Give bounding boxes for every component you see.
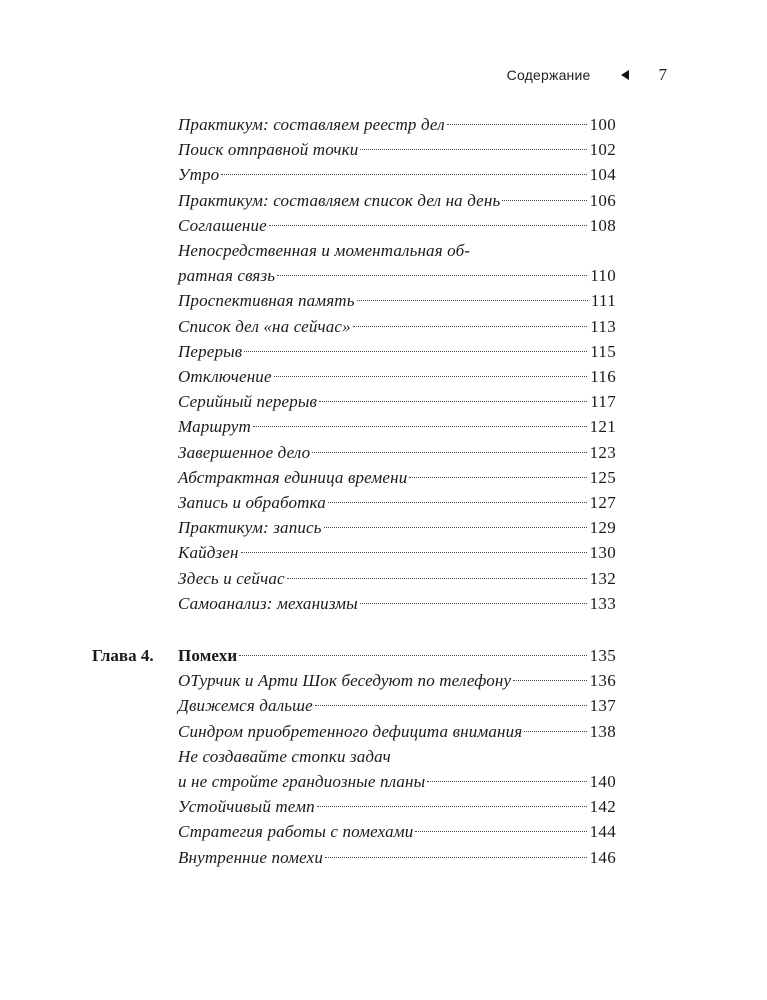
toc-entry[interactable] xyxy=(178,238,616,288)
toc-entry[interactable] xyxy=(178,465,616,490)
toc-entry-page: 102 xyxy=(589,140,616,160)
dot-leader xyxy=(502,200,586,201)
dot-leader xyxy=(427,781,586,782)
dot-leader xyxy=(241,552,587,553)
dot-leader xyxy=(360,603,587,604)
dot-leader xyxy=(353,326,587,327)
dot-leader xyxy=(253,426,587,427)
toc-entry-title: Практикум: запись xyxy=(178,518,322,538)
toc-entry-title: Помехи xyxy=(178,646,238,665)
toc-entry-page: 121 xyxy=(589,417,616,437)
toc-entry[interactable] xyxy=(178,314,616,339)
triangle-left-icon xyxy=(621,70,629,80)
toc-entry[interactable] xyxy=(178,188,616,213)
dot-leader xyxy=(221,174,586,175)
toc-entry[interactable] xyxy=(178,643,616,668)
toc-entry-title: Движемся дальше xyxy=(178,696,313,716)
dot-leader xyxy=(319,401,587,402)
toc-entry-page: 104 xyxy=(589,165,616,185)
toc-entry[interactable] xyxy=(178,693,616,718)
dot-leader xyxy=(239,655,586,656)
toc-entry[interactable] xyxy=(178,540,616,565)
toc-entry-page: 138 xyxy=(589,721,616,741)
toc-entry[interactable] xyxy=(178,414,616,439)
dot-leader xyxy=(317,806,587,807)
toc-entry-page: 144 xyxy=(589,822,616,842)
toc-entry-page: 130 xyxy=(589,543,616,563)
toc-entry-title: Практикум: составляем реестр дел xyxy=(178,115,445,134)
toc-entry[interactable] xyxy=(178,668,616,693)
toc-entry-page: 123 xyxy=(589,442,616,462)
chapter-label: Глава 4. xyxy=(92,646,154,665)
toc-entry-title: Маршрут xyxy=(178,417,251,437)
toc-entry-page: 129 xyxy=(589,518,616,538)
toc-entry-title: Кайдзен xyxy=(178,543,239,563)
toc-entry-title: Утро xyxy=(178,165,220,185)
toc-entry-title: Самоанализ: механизмы xyxy=(178,593,358,613)
dot-leader xyxy=(524,731,586,732)
page-number: 7 xyxy=(658,65,667,84)
toc-entry[interactable] xyxy=(178,213,616,238)
toc-entry[interactable] xyxy=(178,112,616,137)
toc-entry-title-line1: Не создавайте стопки задач xyxy=(178,746,391,766)
dot-leader xyxy=(447,124,587,125)
toc-entry-page: 125 xyxy=(589,467,616,487)
toc-entry[interactable] xyxy=(178,845,616,870)
toc-entry[interactable] xyxy=(178,719,616,744)
toc-entry-page: 136 xyxy=(589,671,616,691)
toc-entry-page: 135 xyxy=(589,646,616,665)
dot-leader xyxy=(415,831,586,832)
toc-entry-page: 117 xyxy=(590,392,616,412)
toc-entry[interactable] xyxy=(178,566,616,591)
toc-entry-title: Завершенное дело xyxy=(178,442,311,462)
toc-entry-title: Абстрактная единица времени xyxy=(178,467,408,487)
toc-entry-page: 116 xyxy=(590,367,616,386)
dot-leader xyxy=(269,225,587,226)
toc-entry-page: 133 xyxy=(589,593,616,613)
toc-entry-page: 137 xyxy=(589,696,616,716)
toc-entry-page: 111 xyxy=(590,291,616,311)
toc-entry[interactable] xyxy=(178,794,616,819)
toc-entry[interactable] xyxy=(178,744,616,794)
toc-entry-title: Внутренние помехи xyxy=(178,847,323,867)
toc-entry-title-line2: и не стройте грандиозные планы xyxy=(178,771,426,791)
toc-entry-title: Соглашение xyxy=(178,215,267,235)
toc-entry-page: 113 xyxy=(590,316,616,336)
dot-leader xyxy=(312,452,586,453)
dot-leader xyxy=(360,149,586,150)
toc-entry-title-line2: ратная связь xyxy=(178,266,276,285)
toc-entry-page: 108 xyxy=(589,215,616,235)
toc-entry-page: 115 xyxy=(590,341,616,361)
toc-entry[interactable] xyxy=(178,591,616,616)
toc-entry-title: Поиск отправной точки xyxy=(178,140,359,160)
dot-leader xyxy=(244,351,587,352)
toc-entry-page: 140 xyxy=(589,771,616,791)
dot-leader xyxy=(328,502,587,503)
dot-leader xyxy=(409,477,586,478)
dot-leader xyxy=(325,857,587,858)
toc-entry[interactable] xyxy=(178,162,616,187)
toc-entry-title: Проспективная память xyxy=(178,291,355,311)
toc-entry-title: ОТурчик и Арти Шок беседуют по телефону xyxy=(178,671,512,691)
dot-leader xyxy=(315,705,587,706)
toc-entry-title: Устойчивый темп xyxy=(178,797,315,817)
toc-entry-page: 127 xyxy=(589,493,616,512)
toc-entry[interactable] xyxy=(178,364,616,389)
toc-entry-page: 106 xyxy=(589,190,616,210)
dot-leader xyxy=(324,527,587,528)
toc-entry-title-line1: Непосредственная и моментальная об- xyxy=(178,241,471,260)
toc-entry[interactable] xyxy=(178,137,616,162)
toc-entry-page: 146 xyxy=(589,847,616,867)
toc-entry-title: Перерыв xyxy=(178,341,243,361)
toc-entry-page: 142 xyxy=(589,797,616,817)
toc-entry[interactable] xyxy=(178,515,616,540)
running-header xyxy=(507,64,667,86)
toc-entry-title: Список дел «на сейчас» xyxy=(178,316,351,336)
toc-entry[interactable] xyxy=(178,389,616,414)
toc-entry[interactable] xyxy=(178,288,616,313)
toc-entry-title: Стратегия работы с помехами xyxy=(178,822,414,842)
dot-leader xyxy=(277,275,587,276)
section-title: Содержание xyxy=(506,67,591,83)
dot-leader xyxy=(274,376,588,377)
toc-entry[interactable] xyxy=(178,339,616,364)
toc-entry-page: 110 xyxy=(590,266,616,285)
toc-entry-title: Практикум: составляем список дел на день xyxy=(178,190,501,210)
toc-entry-title: Синдром приобретенного дефицита внимания xyxy=(178,721,523,741)
toc-entry-page: 100 xyxy=(589,115,616,134)
toc-entry-title: Отключение xyxy=(178,367,272,386)
toc-entry-title: Запись и обработка xyxy=(178,493,326,512)
toc-entry[interactable] xyxy=(178,819,616,844)
dot-leader xyxy=(357,300,588,301)
dot-leader xyxy=(513,680,586,681)
toc-entry-title: Здесь и сейчас xyxy=(178,568,285,588)
toc-entry-page: 132 xyxy=(589,568,616,588)
toc-entry[interactable] xyxy=(178,490,616,515)
dot-leader xyxy=(287,578,587,579)
toc-entry-title: Серийный перерыв xyxy=(178,392,318,412)
toc-entry[interactable] xyxy=(178,440,616,465)
